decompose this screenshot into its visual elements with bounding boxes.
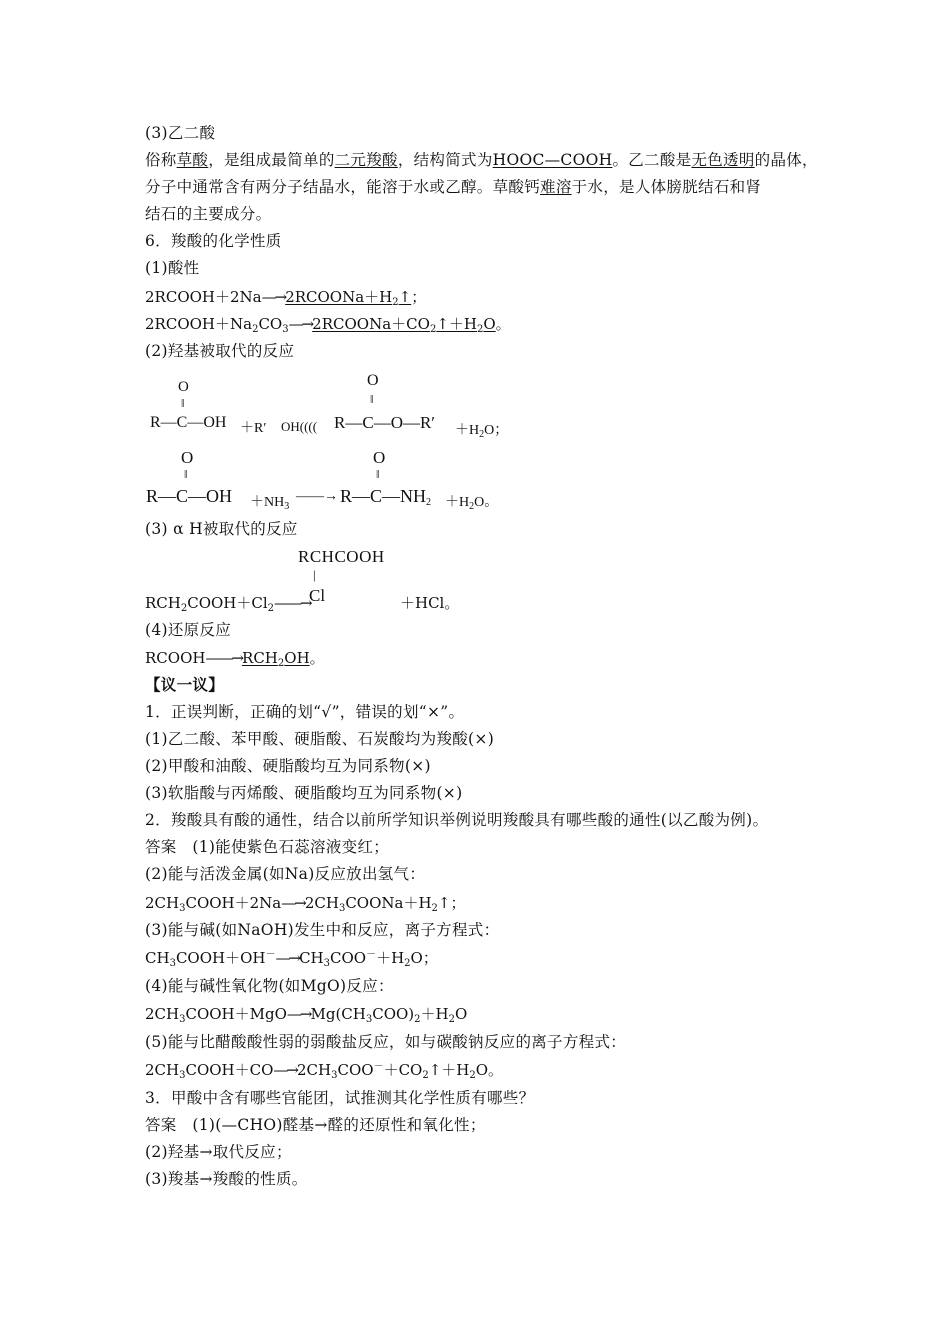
amide-product-o: O (373, 448, 386, 467)
answer-2-6: (4)能与碱性氧化物(如MgO)反应： (145, 977, 394, 995)
reduction-equation: $RCOOH——\to RCH_2OH$。 (145, 649, 325, 669)
answer-3-3: (3)羧基→羧酸的性质。 (145, 1170, 308, 1188)
equation-na: $2RCOOH+2Na—\to 2RCOONa+H_2↑$； (145, 288, 427, 308)
ester-product: R—C—O—R′ (334, 413, 436, 432)
ester-double-bond: ‖ (370, 392, 374, 406)
amide-reactant-double: ‖ (184, 467, 188, 481)
alpha-hcl: ＋HCl。 (400, 594, 460, 612)
answer-2-2: (2)能与活泼金属(如Na)反应放出氢气： (145, 865, 426, 883)
oxalic-line-2: 分子中通常含有两分子结晶水，能溶于水或乙醇。草酸钙难溶于水，是人体膀胱结石和肾 (145, 178, 762, 196)
equation-na2co3: $2RCOOH+Na_2CO_3—\to 2RCOONa+CO_2↑+H_2O$。 (145, 315, 511, 335)
amide-product: $R—C—NH_2$ (340, 486, 432, 508)
alcohol-oh: OH(((( (281, 419, 318, 434)
question-1: 1．正误判断，正确的划“√”，错误的划“×”。 (145, 703, 465, 721)
amide-arrow: ——→ (296, 489, 338, 504)
amide-reactant: R—C—OH (146, 486, 233, 506)
answer-3-2: (2)羟基→取代反应； (145, 1143, 292, 1161)
answer-2-4: (3)能与碱(如NaOH)发生中和反应，离子方程式： (145, 921, 500, 939)
alpha-product-chain: RCHCOOH (298, 547, 385, 566)
carbonyl-o: O (178, 379, 189, 395)
answer-2-eq-na: $2CH_3COOH+2Na—\to 2CH_3COONa+H_2↑$； (145, 894, 466, 914)
ammonia: $+NH_3$ (250, 495, 290, 512)
answer-2-eq-oh: $CH_3COOH+OH^-—\to CH_3COO^-+H_2O$； (145, 949, 438, 969)
section-title-properties: 6．羧酸的化学性质 (145, 232, 282, 250)
question-1b: (2)甲酸和油酸、硬脂酸均互为同系物(×) (145, 757, 431, 775)
answer-2-eq-co3: $2CH_3COOH+CO—\to 2CH_3COO^-+CO_2↑+H_2O$。 (145, 1061, 504, 1081)
alcohol-r: ＋R′ (240, 421, 267, 436)
discussion-heading: 【议一议】 (145, 675, 225, 694)
oxalic-line-3: 结石的主要成分。 (145, 205, 272, 223)
ester-water: $+H_2O$； (455, 423, 509, 440)
hydroxyl-substitution-title: (2)羟基被取代的反应 (145, 342, 295, 360)
question-2: 2．羧酸具有酸的通性，结合以前所学知识举例说明羧酸具有哪些酸的通性(以乙酸为例)。 (145, 811, 769, 829)
double-bond: ‖ (181, 396, 185, 410)
question-1a: (1)乙二酸、苯甲酸、硬脂酸、石炭酸均为羧酸(×) (145, 730, 495, 748)
alpha-chlorine: Cl (309, 586, 326, 605)
alpha-bond: | (313, 567, 316, 582)
question-1c: (3)软脂酸与丙烯酸、硬脂酸均互为同系物(×) (145, 784, 463, 802)
alpha-h-title: (3) α H被取代的反应 (145, 520, 298, 538)
amide-product-double: ‖ (376, 467, 380, 481)
reduction-title: (4)还原反应 (145, 621, 232, 639)
alpha-reactant: $RCH_2COOH+Cl_2——\to$ (145, 594, 311, 614)
amide-water: $+H_2O$。 (445, 495, 499, 512)
acidity-title: (1)酸性 (145, 259, 200, 277)
ester-carbonyl-o: O (367, 372, 379, 389)
answer-2-8: (5)能与比醋酸酸性弱的弱酸盐反应，如与碳酸钠反应的离子方程式： (145, 1033, 627, 1051)
answer-2-1: 答案 (1)能使紫色石蕊溶液变红； (145, 838, 390, 856)
oxalic-line-1: 俗称草酸，是组成最简单的二元羧酸，结构简式为HOOC—COOH。乙二酸是无色透明的晶体， (145, 151, 818, 169)
answer-2-eq-mgo: $2CH_3COOH+MgO—\to Mg(CH_3COO)_2+H_2O$ (145, 1005, 468, 1025)
section-title-oxalic: (3)乙二酸 (145, 124, 216, 142)
amide-reactant-o: O (181, 448, 194, 467)
question-3: 3．甲酸中含有哪些官能团，试推测其化学性质有哪些？ (145, 1089, 535, 1107)
ester-reactant: R—C—OH (150, 414, 227, 431)
answer-3-1: 答案 (1)(—CHO)醛基→醛的还原性和氧化性； (145, 1116, 486, 1134)
